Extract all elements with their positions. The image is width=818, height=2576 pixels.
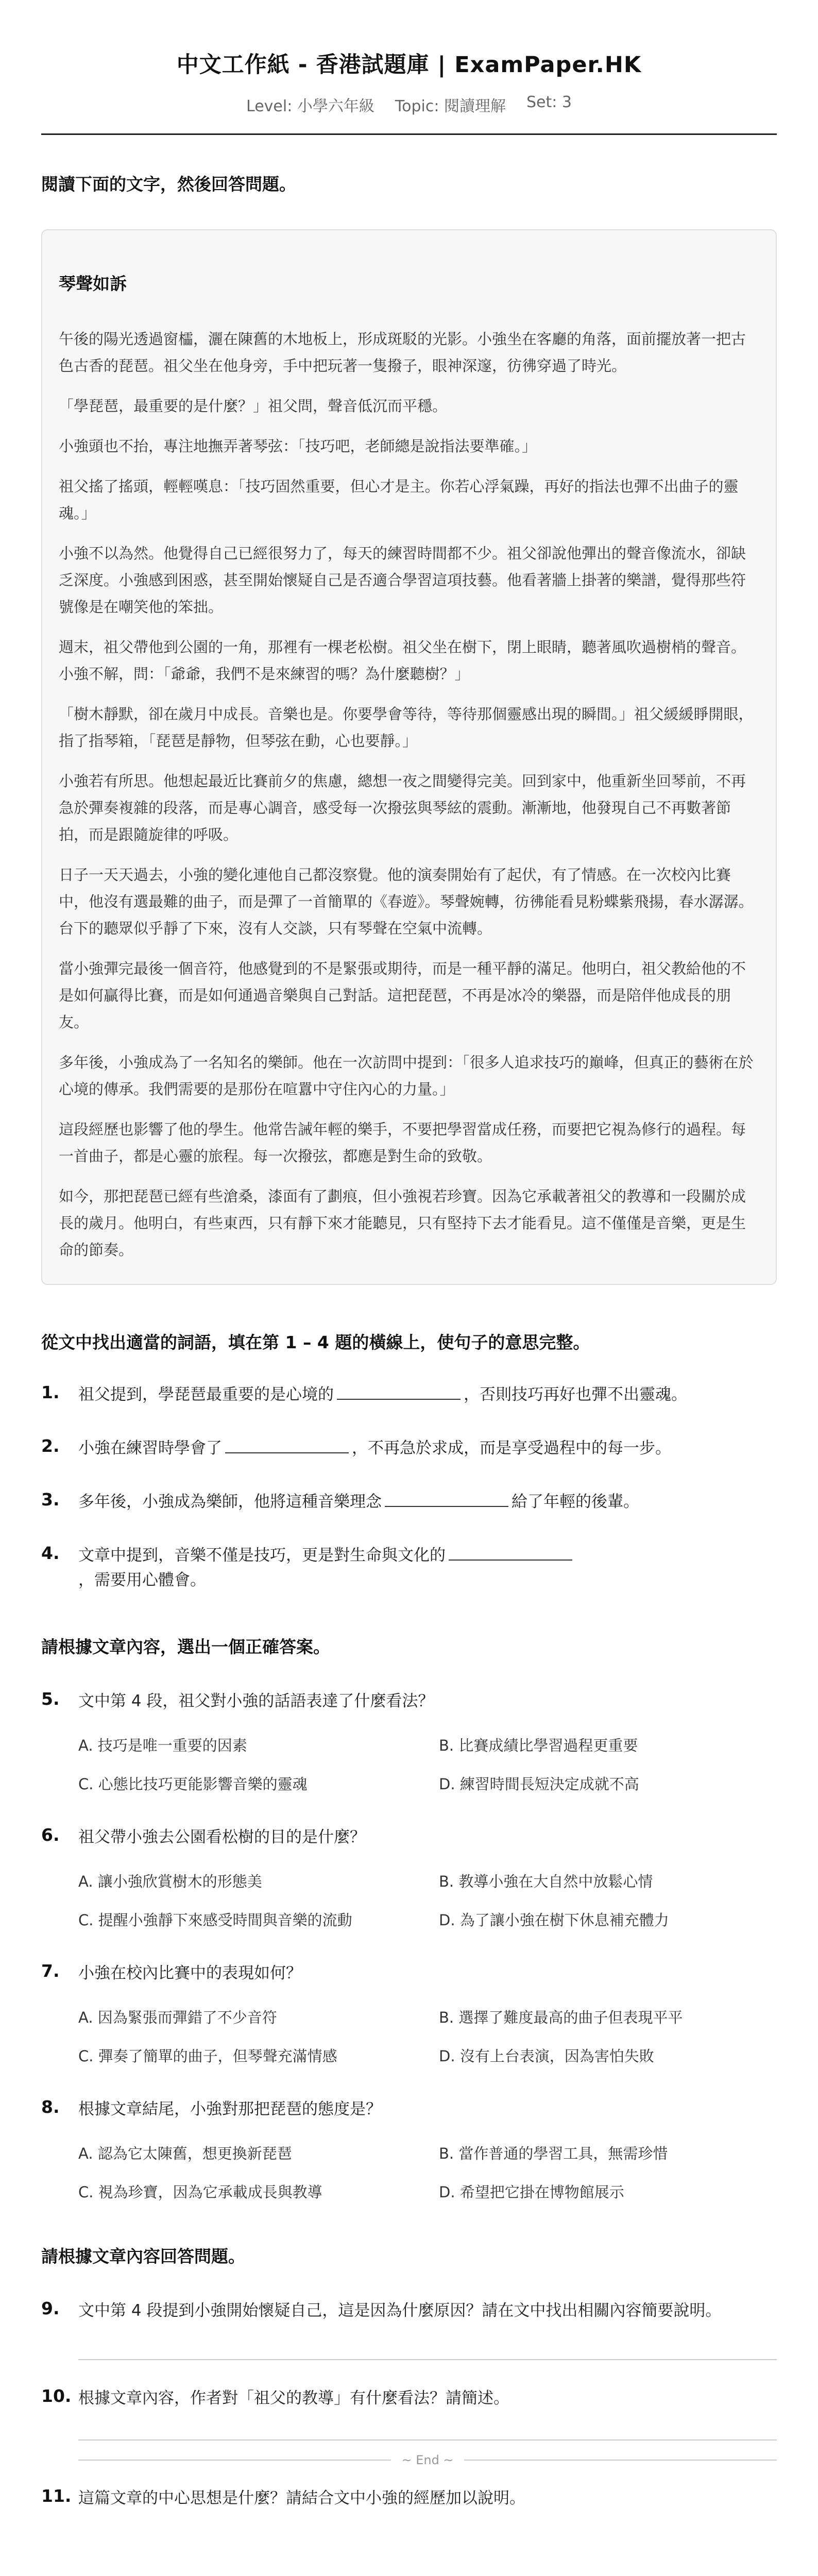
open-questions [41, 2298, 777, 2511]
passage-paragraph: 多年後，小強成為了一名知名的樂師。他在一次訪問中提到：「很多人追求技巧的巔峰，但真正的藝術在於心境的傳承。我們需要的是那份在喧囂中守住內心的力量。」 [59, 1054, 754, 1098]
question-text-before: 多年後，小強成為樂師，他將這種音樂理念 [78, 1493, 382, 1511]
question-text-before: 小強在練習時學會了 [78, 1439, 222, 1458]
option-c[interactable]: C. 提醒小強靜下來感受時間與音樂的流動 [78, 1911, 352, 1929]
passage-body [59, 326, 759, 1263]
question-text: 根據文章結尾，小強對那把琵琶的態度是？ [78, 2100, 382, 2119]
open-instruction: 請根據文章內容回答問題。 [41, 2246, 245, 2266]
passage-paragraph: 祖父搖了搖頭，輕輕嘆息：「技巧固然重要，但心才是主。你若心浮氣躁，再好的指法也彈不出曲子的靈魂。」 [59, 478, 739, 522]
mc-questions [41, 1689, 777, 2202]
question-item [41, 2386, 777, 2411]
question-item [41, 2486, 777, 2511]
answer-blank[interactable] [337, 1382, 461, 1400]
mc-question [41, 1825, 777, 1930]
answer-line[interactable] [78, 2439, 777, 2441]
topic-label: Topic: 閱讀理解 [395, 97, 506, 115]
question-number: 9. [41, 2298, 60, 2318]
passage-title: 琴聲如訴 [59, 274, 127, 294]
question-number: 1. [41, 1382, 60, 1402]
level-label: Level: 小學六年級 [246, 97, 374, 115]
option-list [41, 1734, 777, 1794]
option-c[interactable]: C. 心態比技巧更能影響音樂的靈魂 [78, 1775, 308, 1793]
question-item [41, 1489, 777, 1514]
answer-blank[interactable] [225, 1436, 349, 1453]
option-b[interactable]: B. 教導小強在大自然中放鬆心情 [439, 1873, 653, 1890]
passage-paragraph: 小強頭也不抬，專注地撫弄著琴弦：「技巧吧，老師總是說指法要準確。」 [59, 437, 537, 455]
end-divider [464, 2460, 777, 2461]
set-label: Set: 3 [526, 93, 572, 111]
option-list [41, 1870, 777, 1930]
question-text: 根據文章內容，作者對「祖父的教導」有什麼看法？請簡述。 [78, 2389, 509, 2408]
passage-card [41, 229, 777, 1285]
page-title: 中文工作紙 - 香港試題庫 | ExamPaper.HK [176, 52, 642, 78]
passage-paragraph: 當小強彈完最後一個音符，他感覺到的不是緊張或期待，而是一種平靜的滿足。他明白，祖父教給他的不是如何贏得比賽，而是如何通過音樂與自己對話。這把琵琶，不再是冰冷的樂器，而是陪伴他成長的朋友。 [59, 960, 746, 1031]
mc-question [41, 1961, 777, 2066]
answer-blank[interactable] [385, 1489, 508, 1507]
question-text [78, 1436, 777, 1461]
question-number: 10. [41, 2386, 72, 2406]
option-a[interactable]: A. 因為緊張而彈錯了不少音符 [78, 2009, 277, 2026]
answer-blank[interactable] [449, 1543, 572, 1561]
mc-question [41, 1689, 777, 1794]
option-d[interactable]: D. 為了讓小強在樹下休息補充體力 [439, 1911, 669, 1929]
question-text [78, 1489, 777, 1514]
passage-paragraph: 「樹木靜默，卻在歲月中成長。音樂也是。你要學會等待，等待那個靈感出現的瞬間。」祖父緩緩睜開眼，指了指琴箱，「琵琶是靜物，但琴弦在動，心也要靜。」 [59, 705, 754, 750]
question-text-before: 文章中提到，音樂不僅是技巧，更是對生命與文化的 [78, 1546, 446, 1565]
option-d[interactable]: D. 希望把它掛在博物館展示 [439, 2183, 624, 2201]
end-label: ~ End ~ [401, 2453, 454, 2467]
header-divider [41, 133, 777, 135]
question-text-before: 祖父提到，學琵琶最重要的是心境的 [78, 1385, 334, 1404]
question-number: 4. [41, 1543, 60, 1563]
option-a[interactable]: A. 認為它太陳舊，想更換新琵琶 [78, 2145, 292, 2162]
question-item [41, 1436, 777, 1461]
fill-blank-questions [41, 1382, 777, 1592]
worksheet-meta [41, 93, 777, 116]
option-c[interactable]: C. 彈奏了簡單的曲子，但琴聲充滿情感 [78, 2047, 337, 2065]
question-item [41, 1382, 777, 1407]
option-b[interactable]: B. 比賽成績比學習過程更重要 [439, 1737, 638, 1754]
option-b[interactable]: B. 當作普通的學習工具，無需珍惜 [439, 2145, 668, 2162]
question-number: 8. [41, 2097, 60, 2117]
question-text-after: 給了年輕的後輩。 [512, 1493, 639, 1511]
option-b[interactable]: B. 選擇了難度最高的曲子但表現平平 [439, 2009, 683, 2026]
question-number: 2. [41, 1436, 60, 1456]
question-text-after: ，不再急於求成，而是享受過程中的每一步。 [352, 1439, 671, 1458]
option-list [41, 2006, 777, 2066]
passage-paragraph: 午後的陽光透過窗櫺，灑在陳舊的木地板上，形成斑駁的光影。小強坐在客廳的角落，面前擺放著一把古色古香的琵琶。祖父坐在他身旁，手中把玩著一隻撥子，眼神深邃，彷彿穿過了時光。 [59, 330, 746, 375]
option-d[interactable]: D. 練習時間長短決定成就不高 [439, 1775, 639, 1793]
end-divider [78, 2460, 391, 2461]
question-text: 這篇文章的中心思想是什麼？請結合文中小強的經歷加以說明。 [78, 2489, 525, 2507]
question-item [41, 2298, 777, 2323]
fill-blank-instruction: 從文中找出適當的詞語，填在第 1 – 4 題的橫線上，使句子的意思完整。 [41, 1332, 590, 1352]
question-text [78, 1382, 777, 1407]
question-text: 小強在校內比賽中的表現如何？ [78, 1964, 302, 1982]
passage-paragraph: 這段經歷也影響了他的學生。他常告誡年輕的樂手，不要把學習當成任務，而要把它視為修行的過程。每一首曲子，都是心靈的旅程。每一次撥弦，都應是對生命的致敬。 [59, 1121, 746, 1165]
option-c[interactable]: C. 視為珍寶，因為它承載成長與教導 [78, 2183, 322, 2201]
question-text [78, 1543, 777, 1592]
passage-paragraph: 「學琵琶，最重要的是什麼？」祖父問，聲音低沉而平穩。 [59, 397, 448, 415]
question-text: 文中第 4 段，祖父對小強的話語表達了什麼看法？ [78, 1692, 434, 1710]
question-item [41, 1543, 777, 1592]
reading-instruction: 閱讀下面的文字，然後回答問題。 [41, 174, 296, 194]
question-number: 3. [41, 1489, 60, 1510]
passage-paragraph: 如今，那把琵琶已經有些滄桑，漆面有了劃痕，但小強視若珍寶。因為它承載著祖父的教導和一段關於成長的歲月。他明白，有些東西，只有靜下來才能聽見，只有堅持下去才能看見。這不僅僅是音樂，更是生命的節奏。 [59, 1188, 746, 1259]
question-text-after: ，需要用心體會。 [78, 1571, 206, 1589]
passage-paragraph: 日子一天天過去，小強的變化連他自己都沒察覺。他的演奏開始有了起伏，有了情感。在一次校內比賽中，他沒有選最難的曲子，而是彈了一首簡單的《春遊》。琴聲婉轉，彷彿能看見粉蝶紫飛揚，春水潺潺。台下的聽眾似乎靜了下來，沒有人交談，只有琴聲在空氣中流轉。 [59, 866, 754, 937]
passage-paragraph: 小強不以為然。他覺得自己已經很努力了，每天的練習時間都不少。祖父卻說他彈出的聲音像流水，卻缺乏深度。小強感到困惑，甚至開始懷疑自己是否適合學習這項技藝。他看著牆上掛著的樂譜，覺得那些符號像是在嘲笑他的笨拙。 [59, 545, 746, 616]
answer-line[interactable] [78, 2359, 777, 2360]
question-text: 祖父帶小強去公園看松樹的目的是什麼？ [78, 1828, 366, 1846]
question-number: 7. [41, 1961, 60, 1981]
passage-paragraph: 小強若有所思。他想起最近比賽前夕的焦慮，總想一夜之間變得完美。回到家中，他重新坐回琴前，不再急於彈奏複雜的段落，而是專心調音，感受每一次撥弦與琴絃的震動。漸漸地，他發現自己不再數著節拍，而是跟隨旋律的呼吸。 [59, 772, 746, 843]
end-marker [41, 2453, 777, 2467]
option-a[interactable]: A. 技巧是唯一重要的因素 [78, 1737, 247, 1754]
question-number: 6. [41, 1825, 60, 1845]
option-a[interactable]: A. 讓小強欣賞樹木的形態美 [78, 1873, 262, 1890]
question-text: 文中第 4 段提到小強開始懷疑自己，這是因為什麼原因？請在文中找出相關內容簡要說明。 [78, 2301, 722, 2320]
question-number: 11. [41, 2486, 72, 2506]
mc-question [41, 2097, 777, 2202]
option-list [41, 2142, 777, 2202]
question-text-after: ，否則技巧再好也彈不出靈魂。 [464, 1385, 687, 1404]
option-d[interactable]: D. 沒有上台表演，因為害怕失敗 [439, 2047, 654, 2065]
worksheet-header [41, 0, 777, 135]
mc-instruction: 請根據文章內容，選出一個正確答案。 [41, 1637, 330, 1657]
question-number: 5. [41, 1689, 60, 1709]
passage-paragraph: 週末，祖父帶他到公園的一角，那裡有一棵老松樹。祖父坐在樹下，閉上眼睛，聽著風吹過樹梢的聲音。小強不解，問：「爺爺，我們不是來練習的嗎？為什麼聽樹？」 [59, 638, 746, 683]
